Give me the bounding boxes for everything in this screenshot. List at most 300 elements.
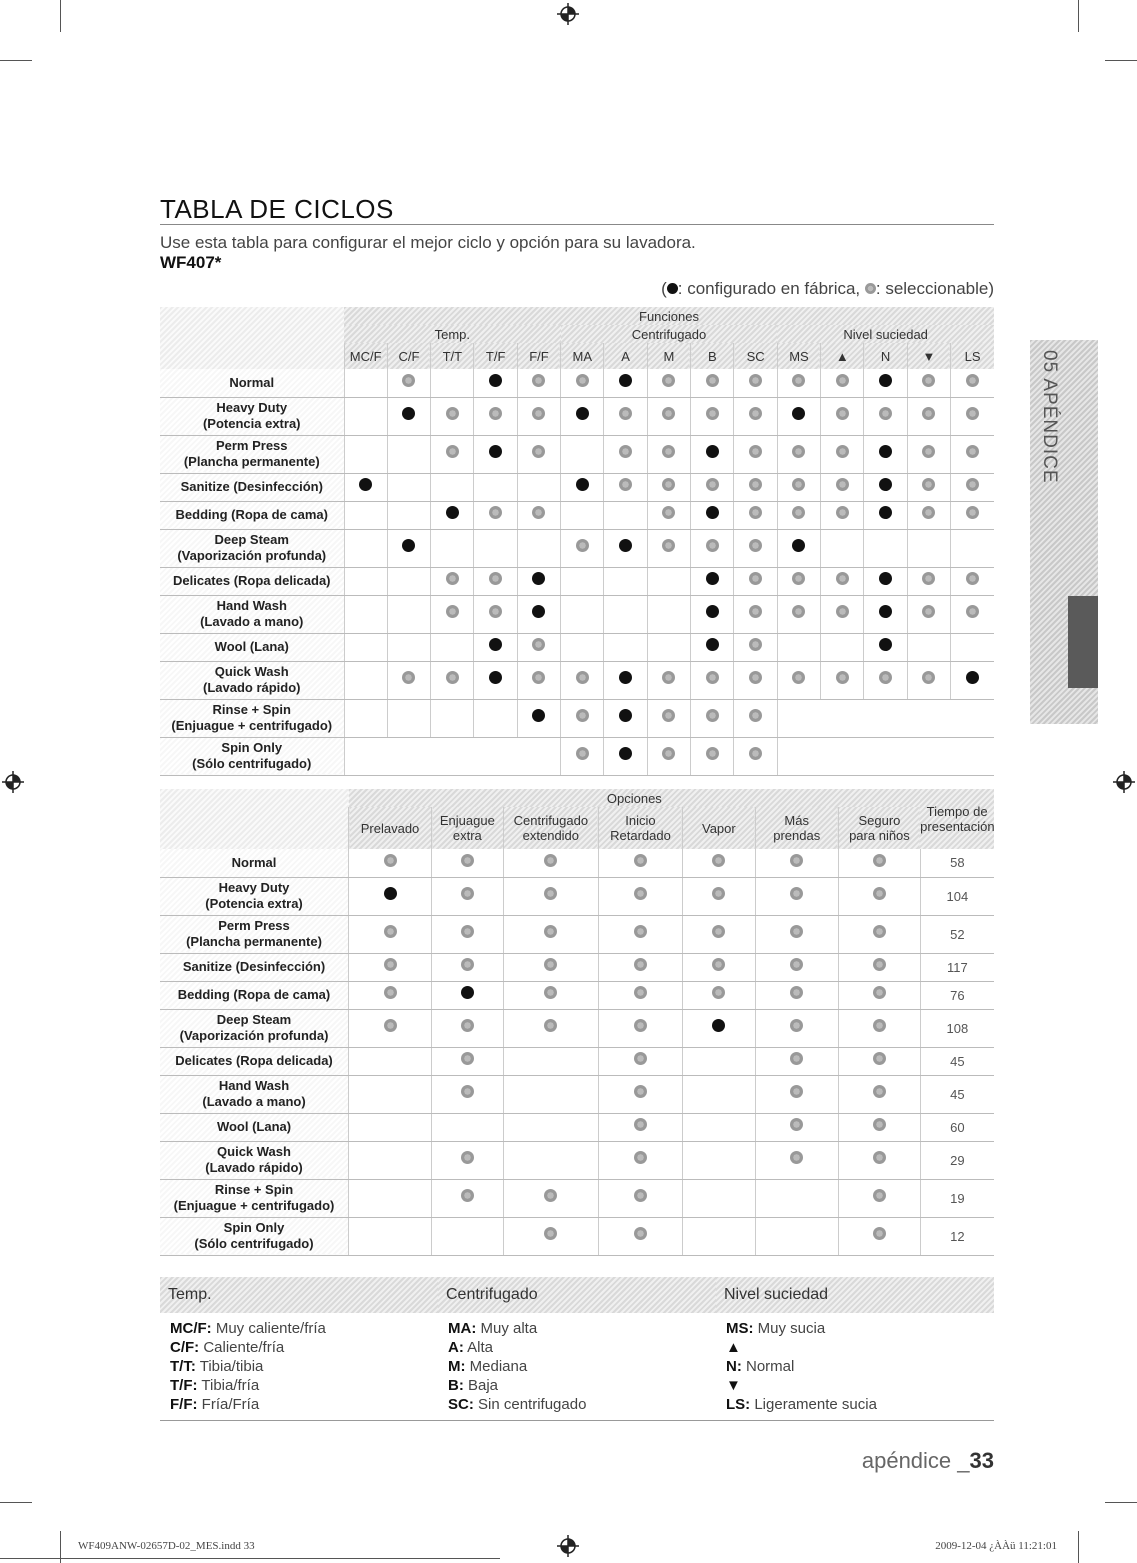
time-header (920, 789, 994, 849)
setting-cell (691, 397, 734, 435)
setting-cell (647, 699, 690, 737)
option-header-line: Retardado (610, 828, 671, 843)
empty-cell (777, 699, 994, 737)
option-cell (598, 1113, 682, 1141)
selectable-dot-icon (873, 1019, 886, 1032)
selectable-dot-icon (461, 1052, 474, 1065)
selectable-dot-icon (634, 1151, 647, 1164)
definition-item (448, 1319, 706, 1338)
legend-line (661, 279, 994, 299)
def-list-spin (438, 1313, 716, 1421)
selectable-dot-icon (792, 374, 805, 387)
definition-item (170, 1395, 428, 1414)
selectable-dot-icon (749, 478, 762, 491)
option-cell (755, 981, 838, 1009)
option-cell (755, 1047, 838, 1075)
definition-key: ▲ (726, 1339, 741, 1356)
option-header-line: Más (784, 813, 809, 828)
setting-cell (734, 501, 777, 529)
page-number-value: 33 (969, 1448, 994, 1473)
selectable-dot-icon (489, 407, 502, 420)
option-cell (838, 915, 920, 953)
factory-dot-icon (706, 445, 719, 458)
setting-cell (734, 473, 777, 501)
definition-key: ▼ (726, 1377, 741, 1394)
setting-cell (387, 473, 430, 501)
selectable-dot-icon (544, 887, 557, 900)
option-cell (432, 1141, 504, 1179)
option-header-line: Seguro (858, 813, 901, 828)
cycle-row (160, 1179, 994, 1217)
setting-cell (951, 369, 994, 397)
cycle-name (160, 595, 344, 633)
cycle-name-line: Perm Press (218, 918, 290, 933)
setting-cell (604, 473, 647, 501)
def-header-soil: Nivel suciedad (716, 1277, 994, 1313)
option-cell (503, 1009, 598, 1047)
setting-cell (691, 529, 734, 567)
setting-cell (647, 595, 690, 633)
selectable-dot-icon (402, 671, 415, 684)
cycle-name (160, 877, 349, 915)
option-cell (349, 981, 432, 1009)
cycle-row (160, 915, 994, 953)
selectable-dot-icon (662, 747, 675, 760)
selectable-dot-icon (634, 1189, 647, 1202)
time-header-line: presentación (920, 819, 995, 834)
selectable-dot-icon (836, 407, 849, 420)
option-cell (349, 1179, 432, 1217)
option-cell (349, 953, 432, 981)
definition-value: Ligeramente sucia (750, 1396, 877, 1413)
group-header: Funciones (344, 307, 994, 325)
selectable-dot-icon (865, 283, 876, 294)
setting-cell (517, 661, 560, 699)
definition-key: N: (726, 1358, 742, 1375)
setting-cell (864, 501, 907, 529)
setting-cell (691, 369, 734, 397)
cycle-name (160, 567, 344, 595)
definition-item (726, 1338, 984, 1357)
cycle-name-line: Rinse + Spin (214, 1182, 294, 1197)
option-cell (838, 953, 920, 981)
cycle-name (160, 473, 344, 501)
cycle-name-line: (Lavado rápido) (205, 1160, 303, 1175)
setting-cell (474, 369, 517, 397)
setting-cell (474, 661, 517, 699)
cycle-name-line: (Enjuague + centrifugado) (171, 718, 333, 733)
setting-cell (951, 397, 994, 435)
option-header-line: Prelavado (360, 820, 420, 836)
option-cell (598, 877, 682, 915)
column-header: A (604, 343, 647, 369)
setting-cell (561, 737, 604, 775)
option-cell (503, 915, 598, 953)
setting-cell (821, 435, 864, 473)
cycle-row (160, 529, 994, 567)
setting-cell (907, 633, 950, 661)
definition-key: MS: (726, 1320, 754, 1337)
crop-mark (1105, 1502, 1137, 1503)
selectable-dot-icon (576, 539, 589, 552)
definition-item (170, 1338, 428, 1357)
cycle-name (160, 529, 344, 567)
option-cell (682, 1141, 755, 1179)
selectable-dot-icon (873, 925, 886, 938)
setting-cell (387, 369, 430, 397)
option-cell (755, 915, 838, 953)
setting-cell (864, 397, 907, 435)
selectable-dot-icon (706, 407, 719, 420)
crop-mark (60, 0, 61, 32)
cycle-row (160, 1075, 994, 1113)
setting-cell (604, 397, 647, 435)
selectable-dot-icon (544, 854, 557, 867)
selectable-dot-icon (634, 1227, 647, 1240)
selectable-dot-icon (873, 1227, 886, 1240)
setting-cell (734, 529, 777, 567)
selectable-dot-icon (922, 445, 935, 458)
setting-cell (734, 595, 777, 633)
setting-cell (647, 737, 690, 775)
cycle-row (160, 849, 994, 877)
option-cell (598, 1075, 682, 1113)
selectable-dot-icon (706, 747, 719, 760)
factory-dot-icon (384, 887, 397, 900)
option-cell (432, 981, 504, 1009)
setting-cell (344, 501, 387, 529)
selectable-dot-icon (544, 1019, 557, 1032)
selectable-dot-icon (749, 747, 762, 760)
option-cell (755, 1009, 838, 1047)
cycle-row (160, 953, 994, 981)
definition-value: Caliente/fría (199, 1339, 285, 1356)
setting-cell (387, 661, 430, 699)
factory-dot-icon (879, 572, 892, 585)
selectable-dot-icon (619, 478, 632, 491)
setting-cell (734, 661, 777, 699)
selectable-dot-icon (532, 506, 545, 519)
definition-value: Tibia/tibia (195, 1358, 264, 1375)
definition-value: Muy sucia (753, 1320, 826, 1337)
option-cell (682, 1075, 755, 1113)
corner-cell (160, 307, 344, 369)
selectable-dot-icon (836, 572, 849, 585)
factory-dot-icon (879, 638, 892, 651)
setting-cell (561, 435, 604, 473)
selectable-dot-icon (712, 925, 725, 938)
setting-cell (951, 435, 994, 473)
setting-cell (431, 473, 474, 501)
definition-value: Baja (463, 1377, 499, 1394)
option-cell (838, 981, 920, 1009)
presentation-time: 52 (920, 915, 994, 953)
setting-cell (647, 473, 690, 501)
cycle-row (160, 661, 994, 699)
setting-cell (821, 369, 864, 397)
cycle-name-line: (Plancha permanente) (186, 934, 322, 949)
selectable-dot-icon (922, 407, 935, 420)
selectable-dot-icon (922, 671, 935, 684)
cycle-row (160, 981, 994, 1009)
cycle-name-line: Quick Wash (214, 664, 289, 679)
setting-cell (604, 661, 647, 699)
setting-cell (474, 699, 517, 737)
selectable-dot-icon (461, 925, 474, 938)
setting-cell (387, 397, 430, 435)
selectable-dot-icon (790, 1052, 803, 1065)
selectable-dot-icon (619, 445, 632, 458)
option-cell (432, 877, 504, 915)
setting-cell (647, 567, 690, 595)
cycle-name (160, 699, 344, 737)
selectable-dot-icon (384, 986, 397, 999)
factory-dot-icon (619, 747, 632, 760)
selectable-dot-icon (792, 478, 805, 491)
option-cell (755, 1113, 838, 1141)
cycle-name-line: (Lavado a mano) (200, 614, 304, 629)
option-cell (838, 1047, 920, 1075)
selectable-dot-icon (790, 1118, 803, 1131)
cycle-row (160, 473, 994, 501)
cycle-name (160, 1217, 349, 1255)
cycle-name (160, 1075, 349, 1113)
definition-key: F/F: (170, 1396, 198, 1413)
option-header-line: Vapor (701, 820, 736, 836)
option-header (838, 807, 920, 849)
cycle-row (160, 633, 994, 661)
group-header: Opciones (349, 789, 921, 807)
setting-cell (951, 567, 994, 595)
setting-cell (777, 661, 820, 699)
setting-cell (647, 529, 690, 567)
factory-dot-icon (706, 506, 719, 519)
cycle-name-line: Wool (Lana) (216, 1119, 292, 1134)
selectable-dot-icon (749, 638, 762, 651)
functions-table (160, 307, 994, 776)
column-header: MS (777, 343, 820, 369)
cycle-row (160, 877, 994, 915)
setting-cell (387, 595, 430, 633)
setting-cell (431, 567, 474, 595)
presentation-time: 108 (920, 1009, 994, 1047)
selectable-dot-icon (384, 958, 397, 971)
selectable-dot-icon (749, 445, 762, 458)
option-cell (349, 1113, 432, 1141)
option-cell (432, 953, 504, 981)
setting-cell (604, 501, 647, 529)
def-header-temp: Temp. (160, 1277, 438, 1313)
selectable-dot-icon (790, 1019, 803, 1032)
crop-mark (0, 1502, 32, 1503)
setting-cell (474, 567, 517, 595)
factory-dot-icon (359, 478, 372, 491)
setting-cell (864, 567, 907, 595)
cycle-row (160, 501, 994, 529)
option-header (682, 807, 755, 849)
setting-cell (561, 529, 604, 567)
cycle-row (160, 397, 994, 435)
factory-dot-icon (792, 539, 805, 552)
cycle-name-line: Wool (Lana) (214, 639, 289, 654)
cycle-name-line: (Vaporización profunda) (179, 1028, 329, 1043)
selectable-dot-icon (836, 671, 849, 684)
setting-cell (777, 473, 820, 501)
factory-dot-icon (706, 572, 719, 585)
selectable-dot-icon (749, 539, 762, 552)
definition-value: Alta (463, 1339, 494, 1356)
cycle-name (160, 981, 349, 1009)
definition-key: B: (448, 1377, 464, 1394)
column-header: M (647, 343, 690, 369)
factory-dot-icon (576, 407, 589, 420)
setting-cell (431, 633, 474, 661)
setting-cell (777, 633, 820, 661)
selectable-dot-icon (792, 572, 805, 585)
cycle-name-line: (Sólo centrifugado) (192, 756, 312, 771)
setting-cell (647, 633, 690, 661)
setting-cell (604, 595, 647, 633)
option-cell (598, 1217, 682, 1255)
option-cell (682, 915, 755, 953)
page-number (862, 1448, 994, 1474)
setting-cell (344, 567, 387, 595)
options-table (160, 789, 994, 1256)
cycle-name-line: Rinse + Spin (212, 702, 291, 717)
column-header: ▼ (907, 343, 950, 369)
setting-cell (821, 473, 864, 501)
option-cell (432, 849, 504, 877)
setting-cell (864, 633, 907, 661)
setting-cell (864, 529, 907, 567)
cycle-row (160, 1009, 994, 1047)
option-header-line: Inicio (625, 813, 656, 828)
subgroup-header: Centrifugado (561, 325, 778, 343)
cycle-name (160, 1113, 349, 1141)
cycle-row (160, 369, 994, 397)
definition-item (170, 1376, 428, 1395)
setting-cell (907, 473, 950, 501)
option-cell (755, 953, 838, 981)
selectable-dot-icon (966, 445, 979, 458)
selectable-dot-icon (662, 407, 675, 420)
option-cell (432, 915, 504, 953)
cycle-name (160, 397, 344, 435)
selectable-dot-icon (836, 374, 849, 387)
column-header: B (691, 343, 734, 369)
setting-cell (864, 369, 907, 397)
factory-dot-icon (619, 539, 632, 552)
selectable-dot-icon (749, 506, 762, 519)
cycle-name-line: Normal (231, 854, 277, 870)
selectable-dot-icon (634, 1052, 647, 1065)
setting-cell (864, 661, 907, 699)
setting-cell (561, 595, 604, 633)
presentation-time: 12 (920, 1217, 994, 1255)
factory-dot-icon (532, 709, 545, 722)
cycle-name (160, 915, 349, 953)
factory-dot-icon (619, 671, 632, 684)
option-header-line: prendas (773, 828, 821, 843)
def-list-temp (160, 1313, 438, 1421)
selectable-dot-icon (706, 709, 719, 722)
setting-cell (431, 699, 474, 737)
setting-cell (604, 529, 647, 567)
setting-cell (517, 699, 560, 737)
option-cell (838, 1009, 920, 1047)
selectable-dot-icon (792, 506, 805, 519)
cycle-name-line: (Enjuague + centrifugado) (173, 1198, 335, 1213)
setting-cell (517, 501, 560, 529)
definition-key: T/T: (170, 1358, 196, 1375)
option-cell (838, 849, 920, 877)
footer-rule (0, 1558, 500, 1559)
option-cell (598, 1047, 682, 1075)
option-cell (503, 849, 598, 877)
model-label: WF407* (160, 253, 222, 272)
setting-cell (864, 435, 907, 473)
option-cell (755, 877, 838, 915)
setting-cell (387, 567, 430, 595)
setting-cell (691, 661, 734, 699)
selectable-dot-icon (634, 925, 647, 938)
factory-dot-icon (792, 407, 805, 420)
setting-cell (561, 699, 604, 737)
definition-item (726, 1357, 984, 1376)
side-tab-marker (1068, 596, 1098, 688)
setting-cell (691, 633, 734, 661)
selectable-dot-icon (544, 1189, 557, 1202)
setting-cell (344, 633, 387, 661)
cycle-name-line: Heavy Duty (218, 880, 290, 895)
column-header: LS (951, 343, 994, 369)
definition-item (726, 1319, 984, 1338)
selectable-dot-icon (576, 671, 589, 684)
cycle-name-line: (Potencia extra) (205, 896, 303, 911)
setting-cell (474, 595, 517, 633)
selectable-dot-icon (461, 958, 474, 971)
setting-cell (821, 501, 864, 529)
selectable-dot-icon (544, 986, 557, 999)
setting-cell (561, 473, 604, 501)
selectable-dot-icon (634, 958, 647, 971)
definition-key: T/F: (170, 1377, 198, 1394)
definition-item (448, 1376, 706, 1395)
option-cell (755, 1141, 838, 1179)
presentation-time: 45 (920, 1075, 994, 1113)
factory-dot-icon (879, 605, 892, 618)
setting-cell (344, 369, 387, 397)
selectable-dot-icon (402, 374, 415, 387)
column-header: MA (561, 343, 604, 369)
selectable-dot-icon (532, 638, 545, 651)
factory-dot-icon (879, 478, 892, 491)
setting-cell (821, 595, 864, 633)
cycle-row (160, 1113, 994, 1141)
setting-cell (907, 397, 950, 435)
selectable-dot-icon (966, 374, 979, 387)
cycle-name-line: Spin Only (223, 1220, 285, 1235)
factory-dot-icon (667, 283, 678, 294)
setting-cell (821, 529, 864, 567)
option-cell (838, 877, 920, 915)
setting-cell (344, 435, 387, 473)
abbreviations-table (160, 1277, 994, 1421)
option-header (503, 807, 598, 849)
option-cell (598, 1141, 682, 1179)
selectable-dot-icon (461, 887, 474, 900)
option-cell (349, 1141, 432, 1179)
